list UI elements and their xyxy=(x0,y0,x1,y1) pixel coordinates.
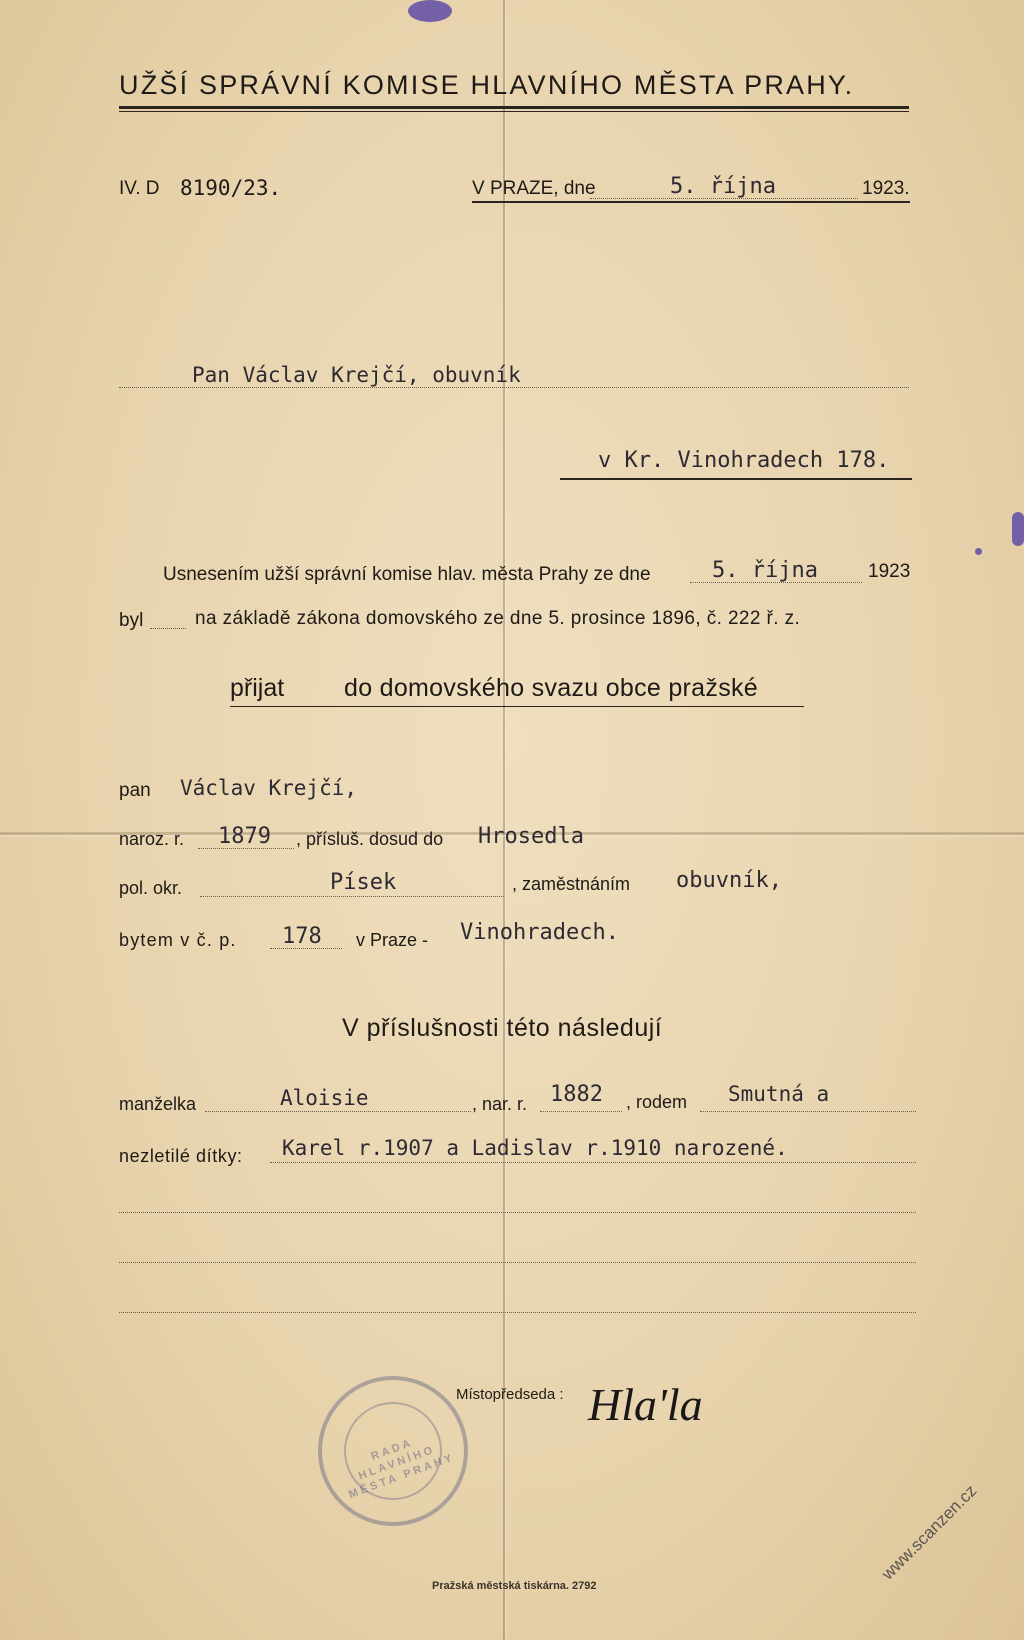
blank-line-3 xyxy=(119,1312,916,1313)
ink-spot-right xyxy=(975,548,982,555)
byl-label: byl xyxy=(119,610,144,631)
occupation-value: obuvník, xyxy=(676,868,782,893)
wife-origin-value: Smutná a xyxy=(728,1082,830,1106)
byl-dots xyxy=(150,628,186,629)
accepted-rest: do domovského svazu obce pražské xyxy=(344,674,758,702)
handwritten-signature: Hla'la xyxy=(588,1379,703,1430)
wife-name: Aloisie xyxy=(280,1086,369,1110)
addressee-underline xyxy=(560,478,912,480)
law-text: na základě zákona domovského ze dne 5. prosince 1896, č. 222 ř. z. xyxy=(195,608,801,629)
residence-city-label: v Praze - xyxy=(356,930,429,950)
residence-label: bytem v č. p. xyxy=(119,930,237,950)
blank-line-1 xyxy=(119,1212,916,1213)
title-underline xyxy=(119,106,909,109)
resolution-year: 1923 xyxy=(868,561,911,582)
wife-label: manželka xyxy=(119,1094,197,1114)
date-day-month: 5. října xyxy=(670,174,776,199)
district-dots xyxy=(200,896,504,897)
official-stamp xyxy=(318,1376,468,1526)
resolution-text: Usnesením užší správní komise hlav. města Prahy ze dne xyxy=(163,564,651,585)
born-label: naroz. r. xyxy=(119,829,185,849)
belong-value: Hrosedla xyxy=(478,824,584,849)
district-label: pol. okr. xyxy=(119,878,183,898)
wife-name-dots xyxy=(205,1111,471,1112)
person-name: Václav Krejčí, xyxy=(180,776,358,800)
blank-line-2 xyxy=(119,1262,916,1263)
watermark-scanzen: www.scanzen.cz xyxy=(878,1481,981,1584)
addressee-line-1-dots xyxy=(119,387,909,388)
document-title: UŽŠÍ SPRÁVNÍ KOMISE HLAVNÍHO MĚSTA PRAHY. xyxy=(119,70,855,100)
reference-number: 8190/23. xyxy=(180,176,282,200)
date-year: 1923. xyxy=(862,178,910,199)
ink-blot-right xyxy=(1012,512,1024,546)
addressee-address: v Kr. Vinohradech 178. xyxy=(598,448,890,473)
signature-label: Místopředseda : xyxy=(456,1386,564,1403)
occupation-label: , zaměstnáním xyxy=(512,874,631,894)
pan-label: pan xyxy=(119,780,151,801)
accepted-underline xyxy=(230,706,804,707)
followers-heading: V příslušnosti této následují xyxy=(342,1014,663,1042)
title-underline-thin xyxy=(119,111,909,112)
wife-origin-label: , rodem xyxy=(626,1092,688,1112)
wife-born-label: , nar. r. xyxy=(472,1094,528,1114)
residence-number: 178 xyxy=(282,924,322,949)
reference-prefix: IV. D xyxy=(119,178,160,199)
stamp-text: RADA HLAVNÍHO MĚSTA PRAHY xyxy=(347,1436,457,1501)
resolution-date: 5. října xyxy=(712,558,818,583)
printer-note: Pražská městská tiskárna. 2792 xyxy=(432,1580,597,1592)
wife-born-year: 1882 xyxy=(550,1082,603,1107)
belong-label: , přísluš. dosud do xyxy=(296,829,444,849)
wife-born-dots xyxy=(540,1111,622,1112)
wife-origin-dots xyxy=(700,1111,916,1112)
accepted-word: přijat xyxy=(230,674,285,702)
date-underline xyxy=(472,201,910,203)
district-value: Písek xyxy=(330,870,397,895)
children-label: nezletilé dítky: xyxy=(119,1146,243,1166)
born-year: 1879 xyxy=(218,824,271,849)
children-value: Karel r.1907 a Ladislav r.1910 narozené. xyxy=(282,1136,788,1160)
ink-blot-top xyxy=(408,0,452,22)
place-label: V PRAZE, dne xyxy=(472,178,596,199)
children-dots xyxy=(270,1162,916,1163)
residence-city-value: Vinohradech. xyxy=(460,920,619,945)
addressee-name: Pan Václav Krejčí, obuvník xyxy=(192,363,521,387)
